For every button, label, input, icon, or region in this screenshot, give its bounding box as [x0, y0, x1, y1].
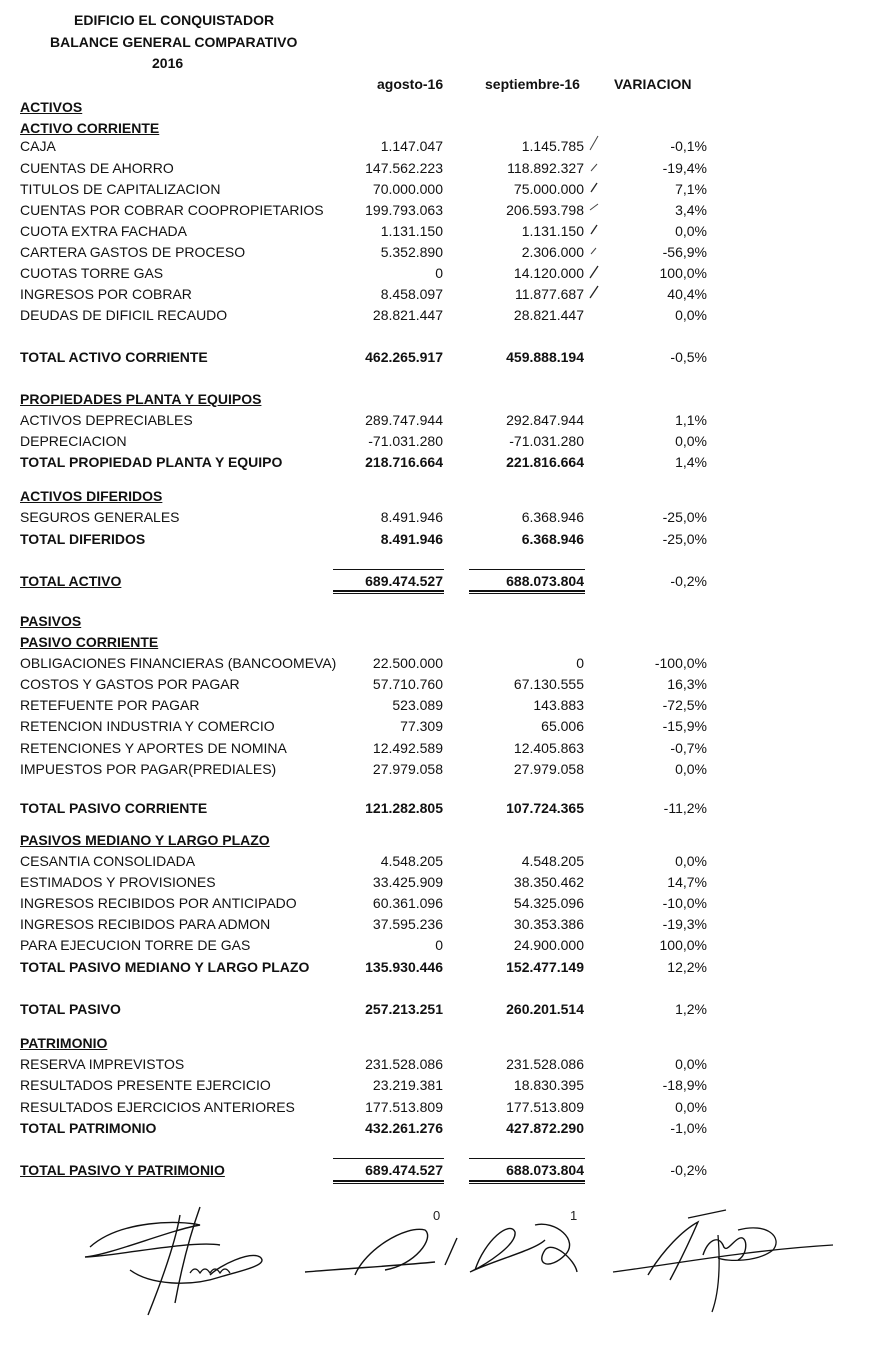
- table-row: RETEFUENTE POR PAGAR 523.089 143.883 -72,5%: [20, 697, 707, 713]
- total-rule-top: [469, 569, 585, 570]
- table-row: DEPRECIACION -71.031.280 -71.031.280 0,0%: [20, 433, 707, 449]
- total-rule-top: [333, 569, 444, 570]
- table-row: CARTERA GASTOS DE PROCESO 5.352.890 2.306.000 -56,9%: [20, 244, 707, 260]
- column-header-variacion: VARIACION: [614, 76, 692, 92]
- table-row: OBLIGACIONES FINANCIERAS (BANCOOMEVA) 22.500.000 0 -100,0%: [20, 655, 707, 671]
- double-underline: [469, 1180, 585, 1184]
- total-row: TOTAL PATRIMONIO 432.261.276 427.872.290 -1,0%: [20, 1120, 707, 1136]
- column-header-agosto: agosto-16: [377, 76, 444, 92]
- total-row: TOTAL PROPIEDAD PLANTA Y EQUIPO 218.716.664 221.816.664 1,4%: [20, 454, 707, 470]
- table-row: CUOTA EXTRA FACHADA 1.131.150 1.131.150 0,0%: [20, 223, 707, 239]
- total-rule-top: [469, 1158, 585, 1159]
- signature-1: [70, 1195, 280, 1320]
- table-row: DEUDAS DE DIFICIL RECAUDO 28.821.447 28.821.447 0,0%: [20, 307, 707, 323]
- table-row: CUENTAS POR COBRAR COOPROPIETARIOS 199.793.063 206.593.798 3,4%: [20, 202, 707, 218]
- table-row: TITULOS DE CAPITALIZACION 70.000.000 75.000.000 7,1%: [20, 181, 707, 197]
- total-rule-top: [333, 1158, 444, 1159]
- double-underline: [333, 1180, 444, 1184]
- table-row: ESTIMADOS Y PROVISIONES 33.425.909 38.350.462 14,7%: [20, 874, 707, 890]
- section-activos: ACTIVOS: [20, 99, 83, 115]
- table-row: CESANTIA CONSOLIDADA 4.548.205 4.548.205 0,0%: [20, 853, 707, 869]
- total-row: TOTAL DIFERIDOS 8.491.946 6.368.946 -25,0%: [20, 531, 707, 547]
- column-header-septiembre: septiembre-16: [485, 76, 580, 92]
- section-activo-corriente: ACTIVO CORRIENTE: [20, 120, 160, 136]
- table-row: ACTIVOS DEPRECIABLES 289.747.944 292.847.944 1,1%: [20, 412, 707, 428]
- table-row: INGRESOS RECIBIDOS POR ANTICIPADO 60.361.096 54.325.096 -10,0%: [20, 895, 707, 911]
- double-underline: [469, 590, 585, 594]
- total-row: TOTAL PASIVO Y PATRIMONIO 689.474.527 688.073.804 -0,2%: [20, 1162, 707, 1178]
- table-row: CUOTAS TORRE GAS 0 14.120.000 100,0%: [20, 265, 707, 281]
- signature-mark-1: 1: [570, 1208, 578, 1223]
- table-row: CUENTAS DE AHORRO 147.562.223 118.892.327 -19,4%: [20, 160, 707, 176]
- table-row: COSTOS Y GASTOS POR PAGAR 57.710.760 67.130.555 16,3%: [20, 676, 707, 692]
- total-row: TOTAL ACTIVO 689.474.527 688.073.804 -0,2%: [20, 573, 707, 589]
- report-title: BALANCE GENERAL COMPARATIVO: [50, 34, 298, 50]
- total-row: TOTAL PASIVO CORRIENTE 121.282.805 107.724.365 -11,2%: [20, 800, 707, 816]
- double-underline: [333, 590, 444, 594]
- section-pasivos-largo-plazo: PASIVOS MEDIANO Y LARGO PLAZO: [20, 832, 270, 848]
- table-row: RESERVA IMPREVISTOS 231.528.086 231.528.086 0,0%: [20, 1056, 707, 1072]
- table-row: RETENCION INDUSTRIA Y COMERCIO 77.309 65.006 -15,9%: [20, 718, 707, 734]
- table-row: RESULTADOS PRESENTE EJERCICIO 23.219.381 18.830.395 -18,9%: [20, 1077, 707, 1093]
- section-patrimonio: PATRIMONIO: [20, 1035, 108, 1051]
- table-row: IMPUESTOS POR PAGAR(PREDIALES) 27.979.058 27.979.058 0,0%: [20, 761, 707, 777]
- table-row: SEGUROS GENERALES 8.491.946 6.368.946 -25,0%: [20, 509, 707, 525]
- section-pasivos: PASIVOS: [20, 613, 82, 629]
- table-row: RESULTADOS EJERCICIOS ANTERIORES 177.513.809 177.513.809 0,0%: [20, 1099, 707, 1115]
- signature-mark-0: 0: [433, 1208, 441, 1223]
- company-name: EDIFICIO EL CONQUISTADOR: [74, 12, 275, 28]
- section-diferidos: ACTIVOS DIFERIDOS: [20, 488, 163, 504]
- total-row: TOTAL ACTIVO CORRIENTE 462.265.917 459.888.194 -0,5%: [20, 349, 707, 365]
- signature-3: [608, 1200, 838, 1315]
- section-pasivo-corriente: PASIVO CORRIENTE: [20, 634, 159, 650]
- signature-2: [295, 1210, 585, 1290]
- table-row: PARA EJECUCION TORRE DE GAS 0 24.900.000 100,0%: [20, 937, 707, 953]
- table-row: RETENCIONES Y APORTES DE NOMINA 12.492.589 12.405.863 -0,7%: [20, 740, 707, 756]
- total-row: TOTAL PASIVO MEDIANO Y LARGO PLAZO 135.930.446 152.477.149 12,2%: [20, 959, 707, 975]
- report-year: 2016: [152, 55, 184, 71]
- section-propiedades: PROPIEDADES PLANTA Y EQUIPOS: [20, 391, 262, 407]
- table-row: INGRESOS RECIBIDOS PARA ADMON 37.595.236 30.353.386 -19,3%: [20, 916, 707, 932]
- total-row: TOTAL PASIVO 257.213.251 260.201.514 1,2%: [20, 1001, 707, 1017]
- table-row: INGRESOS POR COBRAR 8.458.097 11.877.687 40,4%: [20, 286, 707, 302]
- table-row: CAJA 1.147.047 1.145.785 -0,1%: [20, 138, 707, 154]
- handwritten-checkmarks: [588, 132, 602, 312]
